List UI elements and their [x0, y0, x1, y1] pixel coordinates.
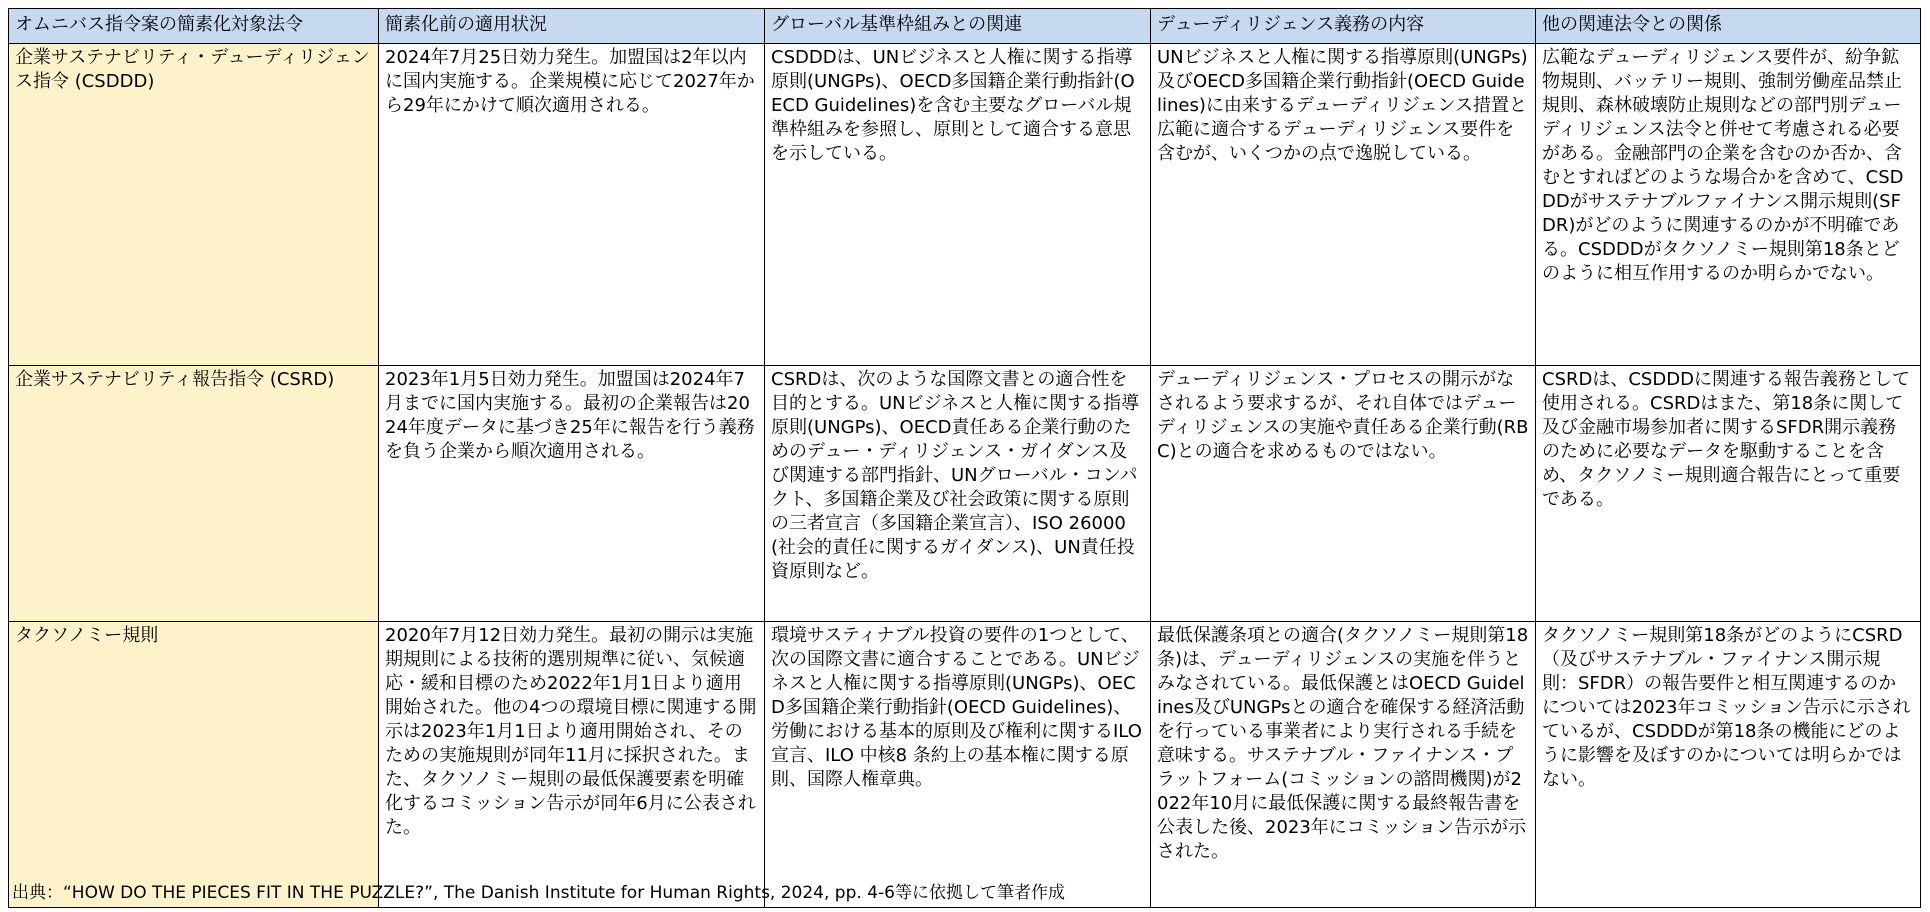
cell-related-laws: タクソノミー規則第18条がどのようにCSRD（及びサステナブル・ファイナンス開示規則：SFDR）の報告要件と相互関連するのかについては2023年コミッション告示に示されているが、CSDDDが第18条の機能にどのように影響を及ぼすのかについては明らかではない。 [1536, 622, 1921, 908]
cell-status: 2020年7月12日効力発生。最初の開示は実施期規則による技術的選別規準に従い、気候適応・緩和目標のため2022年1月1日より適用開始された。他の4つの環境目標に関連する開示は2023年1月1日より適用開始され、そのための実施規則が同年11月に採択された。また、タクソノミー規則の最低保護要素を明確化するコミッション告示が同年6月に公表された。 [379, 622, 765, 908]
cell-due-diligence: 最低保護条項との適合(タクソノミー規則第18条)は、デューディリジェンスの実施を伴うとみなされている。最低保護とはOECD Guidelines及びUNGPsとの適合を確保する経済活動を行っている事業者により実行される手続を意味する。サステナブル・ファイナンス・プラットフォーム(コミッションの諮問機関)が2022年10月に最低保護に関する最終報告書を公表した後、2023年にコミッション告示が示された。 [1151, 622, 1536, 908]
cell-law: タクソノミー規則 [9, 622, 379, 908]
cell-due-diligence: デューディリジェンス・プロセスの開示がなされるよう要求するが、それ自体ではデューディリジェンスの実施や責任ある企業行動(RBC)との適合を求めるものではない。 [1151, 366, 1536, 622]
header-global-framework: グローバル基準枠組みとの関連 [765, 9, 1151, 44]
header-status: 簡素化前の適用状況 [379, 9, 765, 44]
cell-status: 2024年7月25日効力発生。加盟国は2年以内に国内実施する。企業規模に応じて2027年から29年にかけて順次適用される。 [379, 44, 765, 366]
cell-global-framework: CSDDDは、UNビジネスと人権に関する指導原則(UNGPs)、OECD多国籍企業行動指針(OECD Guidelines)を含む主要なグローバル規準枠組みを参照し、原則として適合する意思を示している。 [765, 44, 1151, 366]
header-due-diligence: デューディリジェンス義務の内容 [1151, 9, 1536, 44]
header-law: オムニバス指令案の簡素化対象法令 [9, 9, 379, 44]
cell-related-laws: CSRDは、CSDDDに関連する報告義務として使用される。CSRDはまた、第18条に関して及び金融市場参加者に関するSFDR開示義務のために必要なデータを駆動することを含め、タクソノミー規則適合報告にとって重要である。 [1536, 366, 1921, 622]
cell-global-framework: 環境サスティナブル投資の要件の1つとして、次の国際文書に適合することである。UNビジネスと人権に関する指導原則(UNGPs)、OECD多国籍企業行動指針(OECD Guidelines)、労働における基本的原則及び権利に関するILO宣言、ILO 中核8 条約上の基本権に関する原則、国際人権章典。 [765, 622, 1151, 908]
cell-global-framework: CSRDは、次のような国際文書との適合性を目的とする。UNビジネスと人権に関する指導原則(UNGPs)、OECD責任ある企業行動のためのデュー・ディリジェンス・ガイダンス及び関連する部門指針、UNグローバル・コンパクト、多国籍企業及び社会政策に関する原則の三者宣言（多国籍企業宣言）、ISO 26000(社会的責任に関するガイダンス)、UN責任投資原則など。 [765, 366, 1151, 622]
table-row [9, 622, 1921, 908]
table-row [9, 366, 1921, 622]
header-row [9, 9, 1921, 44]
cell-law: 企業サステナビリティ・デューディリジェンス指令 (CSDDD) [9, 44, 379, 366]
comparison-table [8, 8, 1921, 908]
cell-law: 企業サステナビリティ報告指令 (CSRD) [9, 366, 379, 622]
cell-status: 2023年1月5日効力発生。加盟国は2024年7月までに国内実施する。最初の企業報告は2024年度データに基づき25年に報告を行う義務を負う企業から順次適用される。 [379, 366, 765, 622]
cell-related-laws: 広範なデューディリジェンス要件が、紛争鉱物規則、バッテリー規則、強制労働産品禁止規則、森林破壊防止規則などの部門別デューディリジェンス法令と併せて考慮される必要がある。金融部門の企業を含むのか否か、含むとすればどのような場合かを含めて、CSDDDがサステナブルファイナンス開示規則(SFDR)がどのように関連するのかが不明確である。CSDDDがタクソノミー規則第18条とどのように相互作用するのか明らかでない。 [1536, 44, 1921, 366]
header-related-laws: 他の関連法令との関係 [1536, 9, 1921, 44]
source-note: 出典：“HOW DO THE PIECES FIT IN THE PUZZLE?”, The Danish Institute for Human Rights, 2024, pp. 4-6等に依拠して筆者作成 [12, 883, 1065, 903]
cell-due-diligence: UNビジネスと人権に関する指導原則(UNGPs)及びOECD多国籍企業行動指針(OECD Guidelines)に由来するデューディリジェンス措置と広範に適合するデューディリジェンス要件を含むが、いくつかの点で逸脱している。 [1151, 44, 1536, 366]
table-row [9, 44, 1921, 366]
